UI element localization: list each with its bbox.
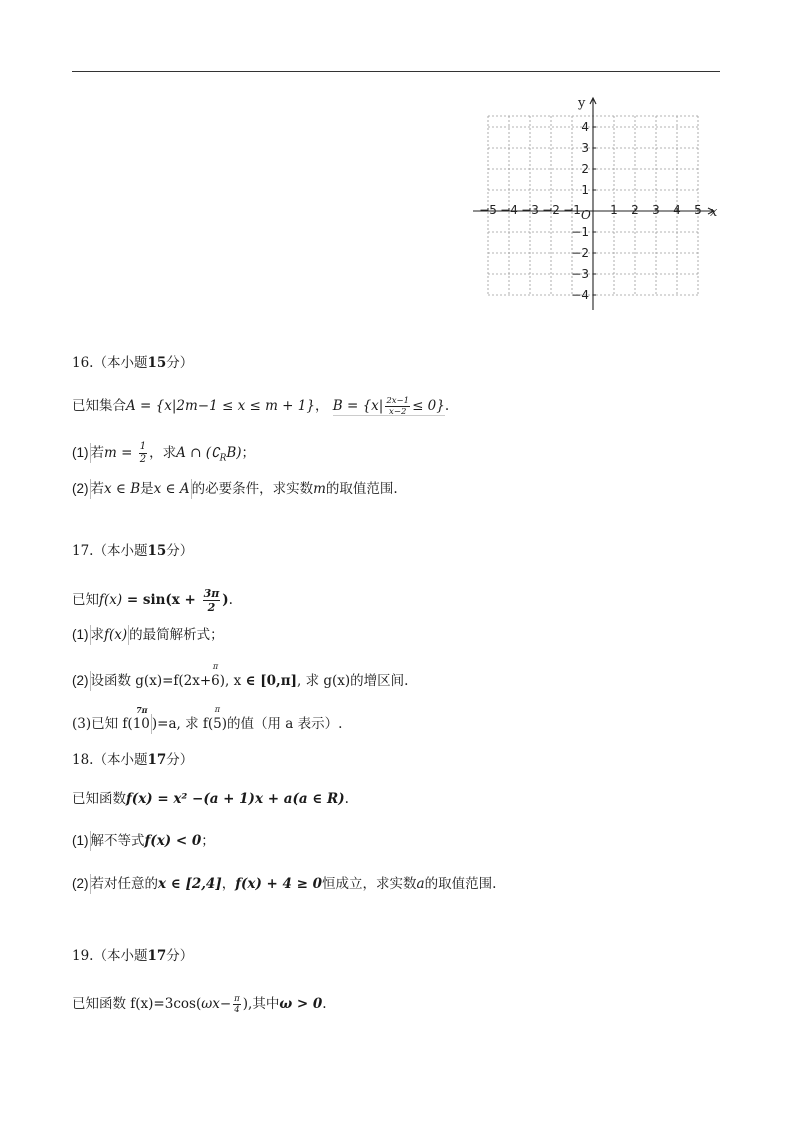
q17-p3-pi-label: π (214, 705, 221, 714)
q18-intro-prefix: 已知函数 (72, 791, 126, 807)
q16-unit: 分） (166, 355, 194, 370)
y-tick-label: −3 (571, 267, 589, 281)
q19-paren: （本小题 (93, 948, 148, 963)
q16-p1-sub: R (219, 453, 227, 464)
x-tick-label: 3 (652, 203, 660, 217)
q17-p3-frac1 (132, 705, 152, 734)
q17-fx: f(x) (99, 592, 123, 608)
q17-p3-den: 10 (132, 716, 150, 732)
q18-p2-text: 恒成立，求实数 (322, 876, 417, 892)
q17-frac-num: 3π (203, 587, 220, 600)
q16-set-b-left: B = {x| (332, 398, 384, 414)
q16-p1-expr-end: B) (226, 445, 242, 461)
coordinate-grid-figure (468, 92, 724, 314)
x-tick-label: 5 (694, 203, 702, 217)
x-axis-label: x (710, 205, 718, 220)
q17-frac (203, 588, 221, 613)
q17-p2-text3: , 求 g(x)的增区间. (296, 673, 409, 689)
q16-p2-var: m (313, 481, 326, 497)
q16-paren: （本小题 (93, 355, 148, 370)
q16-p2-cond1: x ∈ B (104, 481, 141, 497)
q19-expr: ωx− (201, 996, 232, 1012)
y-tick-label: −1 (571, 225, 589, 239)
q18-p2-pre: 若对任意的 (90, 876, 158, 892)
q18-p1-text: 解不等式 (90, 833, 145, 849)
q19-frac-den: 4 (234, 1005, 240, 1015)
q16-part1 (72, 442, 255, 469)
q17-part1 (72, 625, 224, 645)
q19-number: 19. (72, 948, 94, 964)
x-tick-label: −2 (542, 203, 560, 217)
q16-p1-end: ； (241, 445, 256, 461)
x-tick-label: −5 (479, 203, 497, 217)
x-tick-label: 1 (610, 203, 618, 217)
q16-p2-end: 的取值范围. (325, 481, 398, 497)
q17-eq-sin: = sin(x + (122, 592, 201, 608)
q18-p1-expr: f(x) < 0 (144, 833, 202, 849)
q17-unit: 分） (166, 543, 194, 558)
q19-intro (72, 994, 327, 1015)
q17-part2 (72, 662, 409, 691)
q18-p2-end: 的取值范围. (424, 876, 497, 892)
q16-set-b-right: ≤ 0} (412, 398, 445, 414)
q18-p2-expr1: x ∈ [2,4] (158, 876, 222, 892)
x-tick-label: −4 (500, 203, 518, 217)
q16-set-b (332, 395, 445, 417)
q17-p2-label: (2) (72, 671, 91, 691)
q17-p3-den2: 5 (213, 716, 222, 732)
q17-number: 17. (72, 543, 94, 559)
q16-p2-if: 若 (90, 481, 104, 497)
q19-frac-num: π (234, 993, 240, 1004)
q16-score: 15 (147, 355, 167, 371)
q16-p1-label: (1) (72, 443, 91, 463)
y-tick-label: 4 (581, 120, 589, 134)
q19-unit: 分） (166, 948, 194, 963)
q18-unit: 分） (166, 752, 194, 767)
x-tick-label: 4 (673, 203, 681, 217)
q18-number: 18. (72, 752, 94, 768)
q19-heading (72, 946, 193, 966)
q17-p1-label: (1) (72, 625, 91, 645)
q18-intro (72, 789, 349, 809)
q16-p1-if: 若 (90, 445, 104, 461)
q16-period: . (444, 398, 450, 414)
q18-p2-expr2: f(x) + 4 ≥ 0 (235, 876, 323, 892)
origin-label: O (581, 208, 591, 222)
q17-score: 15 (147, 543, 167, 559)
q18-score: 17 (147, 752, 167, 768)
q17-intro-prefix: 已知 (72, 592, 99, 608)
y-tick-label: −4 (571, 288, 589, 302)
q16-p1-frac-den: 2 (139, 454, 147, 465)
q16-set-b-frac (385, 397, 410, 417)
q17-p1-text: 的最简解析式； (129, 627, 224, 643)
q19-intro-mid: ),其中 (242, 996, 280, 1012)
q17-heading (72, 541, 193, 561)
q16-comma: ， (314, 398, 329, 414)
q16-p2-is: 是 (140, 481, 154, 497)
q18-period: . (344, 791, 349, 807)
q17-p3-text3: )的值（用 a 表示）. (221, 716, 343, 732)
q19-intro-prefix: 已知函数 f(x)=3cos( (72, 996, 202, 1012)
q17-p2-text2: ), x (219, 673, 246, 689)
coordinate-grid-svg (468, 92, 724, 314)
q17-p3-frac2 (213, 705, 222, 734)
q17-p3-label: (3) (72, 716, 92, 732)
q16-set-b-num: 2x−1 (386, 395, 410, 406)
x-tick-label: −3 (521, 203, 539, 217)
y-tick-label: 3 (581, 141, 589, 155)
q17-p1-pre: 求 (90, 627, 104, 643)
q16-p1-frac-num: 1 (139, 441, 147, 452)
y-tick-label: −2 (571, 246, 589, 260)
q17-p3-text1: 已知 f( (91, 716, 133, 732)
q16-set-a: A = {x|2m−1 ≤ x ≤ m + 1} (126, 398, 315, 414)
y-axis-label: y (578, 96, 586, 111)
q18-part2 (72, 874, 496, 894)
q18-p1-end: ； (201, 833, 215, 849)
q18-p2-comma: ， (221, 876, 236, 892)
q16-p1-frac (139, 442, 147, 465)
q16-p2-cond2: x ∈ A (153, 481, 190, 497)
q16-part2 (72, 479, 398, 499)
q17-p3-frac-label: 7π (136, 705, 148, 715)
q16-intro-prefix: 已知集合 (72, 398, 126, 414)
q18-heading (72, 750, 193, 770)
x-tick-label: −1 (563, 203, 581, 217)
q18-p1-label: (1) (72, 831, 91, 851)
q17-paren: （本小题 (93, 543, 148, 558)
q17-p3-text2: )=a, 求 f( (151, 716, 214, 732)
header-rule (72, 71, 720, 72)
q16-number: 16. (72, 355, 94, 371)
q16-p1-expr: A ∩ (∁ (176, 445, 220, 461)
q17-p2-text1: 设函数 g(x)=f(2x+ (90, 673, 212, 689)
q16-p2-label: (2) (72, 479, 91, 499)
q18-p2-label: (2) (72, 874, 91, 894)
y-tick-label: 2 (581, 162, 589, 176)
q17-p1-fx: f(x) (104, 627, 128, 643)
q19-score: 17 (147, 948, 167, 964)
q18-part1 (72, 831, 215, 851)
q17-p2-frac (211, 662, 220, 691)
q19-frac (233, 995, 241, 1015)
q17-eq-close: ) (222, 592, 229, 608)
q18-expr: f(x) = x² −(a + 1)x + a(a ∈ R) (126, 791, 345, 807)
q16-p2-text: 的必要条件，求实数 (191, 481, 314, 497)
y-tick-label: 1 (581, 183, 589, 197)
q16-heading (72, 353, 193, 373)
q16-p1-m: m = (104, 445, 137, 461)
q17-p2-interval: ∈ [0,π] (245, 673, 297, 689)
q17-p2-pi-label: π (212, 662, 219, 671)
q19-cond: ω > 0 (279, 996, 323, 1012)
q17-part3 (72, 705, 343, 734)
q17-p2-den: 6 (211, 673, 220, 689)
q17-frac-den: 2 (207, 601, 216, 614)
q16-intro (72, 396, 449, 417)
q18-paren: （本小题 (93, 752, 148, 767)
q19-period: . (322, 996, 327, 1012)
q17-period: . (228, 592, 233, 608)
x-tick-label: 2 (631, 203, 639, 217)
q16-set-b-den: x−2 (389, 407, 407, 417)
q16-p1-mid: ，求 (149, 445, 177, 461)
q17-intro (72, 588, 233, 613)
q18-p2-var: a (416, 876, 425, 892)
